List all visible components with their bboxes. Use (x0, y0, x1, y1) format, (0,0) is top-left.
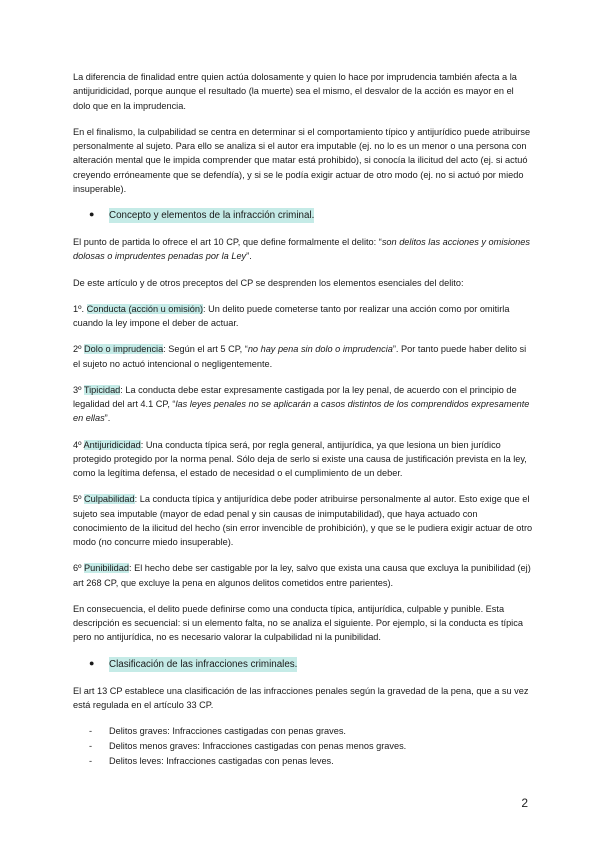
art10-quote: son delitos las acciones y omisiones dolosas o imprudentes penadas por la Ley (73, 237, 530, 262)
section-heading-concepto (89, 208, 533, 223)
art10-end: ”. (246, 251, 252, 262)
element-number: 3º (73, 384, 84, 395)
paragraph-dolo-imprudencia: La diferencia de finalidad entre quien actúa dolosamente y quien lo hace por imprudencia también afecta a la antijuridicidad, porque aunque el resultado (la muerte) sea el mismo, el desvalor de la acción es mayor en el dolo que en la imprudencia. (73, 72, 517, 111)
section-heading-text: Concepto y elementos de la infracción criminal. (109, 208, 314, 223)
element-quote: las leyes penales no se aplicarán a casos distintos de los comprendidos expresamente en ellas (73, 399, 530, 424)
dash-icon: - (89, 741, 93, 752)
element-punibilidad (73, 561, 533, 590)
paragraph-finalismo-culpabilidad: En el finalismo, la culpabilidad se centra en determinar si el comportamiento típico y antijurídico puede atribuirse personalmente al sujeto. Para ello se analiza si el autor era imputable (ej. no lo es un menor o una persona con alteración mental que le impida comprender que matar está prohibido), si conocía la ilicitud del acto (ej. si actuó creyendo erróneamente que se defendía), y si se le podía exigir actuar de otro modo (ej. no si actuó por miedo insuperable). (73, 126, 531, 194)
element-number: 5º (73, 494, 85, 505)
list-item-text: Delitos leves: Infracciones castigadas con penas leves. (109, 755, 334, 766)
element-end: ”. Por tanto puede haber delito si el sujeto no actuó intencional o negligentemente. (73, 344, 527, 369)
paragraph-elementos-intro: De este artículo y de otros preceptos del CP se desprenden los elementos esenciales del delito: (73, 277, 464, 288)
list-item (89, 724, 533, 739)
element-culpabilidad (73, 492, 533, 549)
dash-icon: - (89, 755, 93, 766)
dash-icon: - (89, 726, 93, 737)
paragraph-consecuencia: En consecuencia, el delito puede definirse como una conducta típica, antijurídica, culpable y punible. Esta descripción es secuencial: si un elemento falta, no se analiza el siguiente. Por ejemplo, si la conducta es típica pero no antijurídica, no es necesario valorar la culpabilidad ni la punibilidad. (73, 603, 523, 643)
paragraph-art10 (73, 235, 533, 264)
element-term: Antijuridicidad (83, 439, 141, 450)
element-term: Dolo o imprudencia (84, 344, 164, 355)
element-text: : El hecho debe ser castigable por la ley, salvo que exista una causa que excluya la punibilidad (ej) art 268 CP, que excluye la pena en algunos delitos cometidos entre parientes). (73, 563, 531, 588)
bullet-icon: ● (89, 657, 95, 668)
paragraph-art13: El art 13 CP establece una clasificación de las infracciones penales según la gravedad de la pena, que a su vez está regulada en el artículo 33 CP. (73, 685, 529, 711)
element-text: : La conducta típica y antijurídica debe poder atribuirse personalmente al autor. Esto exige que el sujeto sea imputable (mayor de edad penal y sin causas de inimputabilidad), que haya actuado con conocimiento de la ilicitud del hecho (sin error invencible de prohibición), y que se le pudiera exigir actuar de otro modo (no concurre miedo insuperable). (73, 494, 533, 548)
element-end: ”. (104, 413, 111, 424)
element-number: 4º (73, 439, 84, 450)
element-dolo (73, 342, 533, 371)
element-text: : La conducta debe estar expresamente castigada por la ley penal, de acuerdo con el principio de legalidad del art 4.1 CP, “ (73, 384, 517, 410)
list-item (89, 739, 533, 754)
section-heading-clasificacion (89, 657, 533, 672)
element-number: 2º (73, 344, 85, 355)
list-item-text: Delitos menos graves: Infracciones castigadas con penas menos graves. (109, 741, 407, 752)
element-tipicidad (73, 383, 533, 426)
section-heading-text: Clasificación de las infracciones criminales. (109, 657, 297, 672)
bullet-icon: ● (89, 209, 95, 219)
element-number: 6º (73, 563, 85, 574)
art10-text: El punto de partida lo ofrece el art 10 CP, que define formalmente el delito: “ (73, 237, 382, 248)
element-number: 1º. (73, 303, 87, 314)
delitos-list (89, 724, 533, 768)
element-term: Conducta (acción u omisión) (86, 303, 204, 314)
element-term: Culpabilidad (84, 494, 135, 505)
list-item (89, 754, 533, 769)
element-quote: no hay pena sin dolo o imprudencia (247, 344, 393, 355)
element-text: : Una conducta típica será, por regla general, antijurídica, ya que lesiona un bien jurídico protegido protegido por la norma penal. Sólo deja de serlo si existe una causa de justificación prevista en la ley, como la legítima defensa, el estado de necesidad o el cumplimiento de un deber. (73, 439, 527, 479)
element-text: : Un delito puede cometerse tanto por realizar una acción como por omitirla cuando la ley impone el deber de actuar. (73, 303, 510, 329)
element-conducta (73, 302, 533, 331)
element-term: Tipicidad (83, 384, 121, 395)
page-number: 2 (521, 796, 528, 810)
element-term: Punibilidad (84, 563, 129, 574)
document-page (73, 70, 533, 769)
list-item-text: Delitos graves: Infracciones castigadas con penas graves. (109, 726, 346, 737)
element-text: : Según el art 5 CP, “ (163, 344, 248, 355)
element-antijuridicidad (73, 438, 533, 481)
